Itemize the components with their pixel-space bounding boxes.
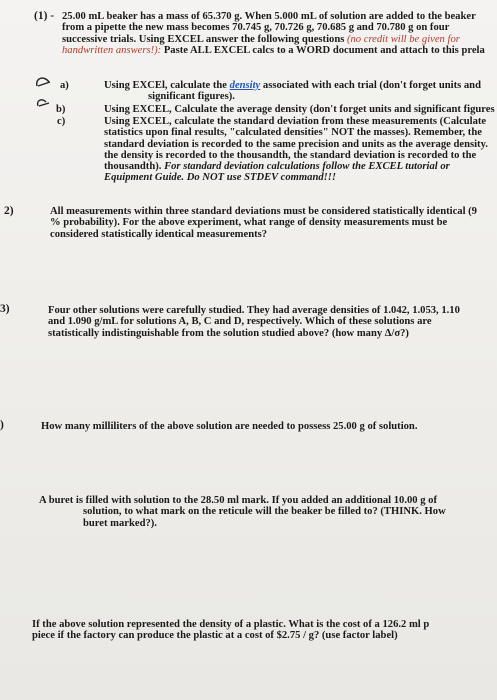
q1c-line-5 (104, 161, 488, 172)
q2-number: 2) (4, 205, 14, 217)
q1c-label: c) (57, 116, 66, 127)
q1-number: (1) - (34, 10, 55, 22)
q1-intro-line-1: 25.00 mL beaker has a mass of 65.370 g. When 5.000 mL of solution are added to the beaker (62, 11, 476, 22)
q3-line-1: Four other solutions were carefully studied. They had average densities of 1.042, 1.053, 1.10 (48, 305, 460, 316)
q4-line: How many milliliters of the above solution are needed to possess 25.00 g of solution. (41, 421, 418, 432)
q5-line-3: buret marked?). (83, 517, 157, 529)
q1-handwritten-note: handwritten answers!): (62, 44, 162, 56)
q1a-pre: Using EXCEl, calculate the (104, 80, 230, 91)
q1b-text (104, 104, 495, 115)
q1c-text (104, 116, 488, 184)
q5-line-1: A buret is filled with solution to the 28.50 ml mark. If you added an additional 10.00 g of (39, 495, 437, 506)
q1c-line-4: the density is recorded to the thousandth, the standard deviation is recorded to the (104, 149, 477, 161)
q1-paste-instruction: Paste ALL EXCEL calcs to a WORD document and attach to this prela (161, 44, 485, 56)
q1b-line: Using EXCEL, Calculate the average density (don't forget units and significant figures (104, 104, 495, 115)
q6-text (32, 619, 429, 642)
q3-text (48, 305, 460, 339)
q5-line-2: solution, to what mark on the reticule will the beaker be filled to? (THINK. How (83, 506, 446, 518)
q1c-tutorial-note: For standard deviation calculations follow the EXCEL tutorial or (161, 161, 450, 173)
q1-intro-line-2: from a pipette the new mass becomes 70.745 g, 70.726 g, 70.685 g and 70.780 g on four (62, 22, 450, 34)
q6-line-2: piece if the factory can produce the plastic at a cost of $2.75 / g? (use factor label) (32, 630, 398, 642)
q1a-post: associated with each trial (don't forget units and (260, 80, 481, 91)
q1c-line-3: standard deviation is recorded to the same precision and units as the average density. (104, 138, 488, 150)
q1c-line-2: statistics upon final results, "calculated densities" NOT the masses). Remember, the (104, 127, 482, 139)
q4-text (41, 421, 417, 432)
q4-number: ) (0, 419, 4, 431)
q1-intro-line-3-text: successive trials. Using EXCEL answer the following questions (62, 33, 345, 45)
q1c-thousandth: thousandth). (104, 161, 162, 173)
q1-intro (62, 11, 485, 56)
q1a-line-1 (104, 80, 481, 91)
q1-intro-line-4 (62, 45, 485, 56)
q5-text (39, 495, 446, 529)
q3-line-2: and 1.090 g/mL for solutions A, B, C and D, respectively. Which of these solutions are (48, 316, 432, 328)
q1b-label: b) (56, 104, 66, 115)
q2-text (50, 206, 477, 240)
q1a-line-2: significant figures). (148, 91, 235, 103)
q1a-text (104, 80, 481, 103)
q1-intro-line-3 (62, 34, 485, 45)
q3-number: 3) (0, 303, 10, 315)
q3-line-3: statistically indistinguishable from the solution studied above? (how many Δ/σ?) (48, 327, 409, 339)
q2-line-1: All measurements within three standard deviations must be considered statistically identical (9 (50, 206, 477, 217)
q6-line-1: If the above solution represented the density of a plastic. What is the cost of a 126.2 ml p (32, 619, 430, 630)
q2-line-3: considered statistically identical measurements? (50, 228, 268, 240)
q1a-label: a) (60, 80, 69, 91)
q1c-stdev-note: Equipment Guide. Do NOT use STDEV command!!! (104, 172, 337, 184)
q1-no-credit-note: (no credit will be given for (346, 33, 460, 45)
q1c-line-1: Using EXCEL, calculate the standard deviation from these measurements (Calculate (104, 116, 487, 127)
density-link: density (229, 80, 261, 91)
q2-line-2: % probability). For the above experiment, what range of density measurements must be (50, 217, 448, 229)
